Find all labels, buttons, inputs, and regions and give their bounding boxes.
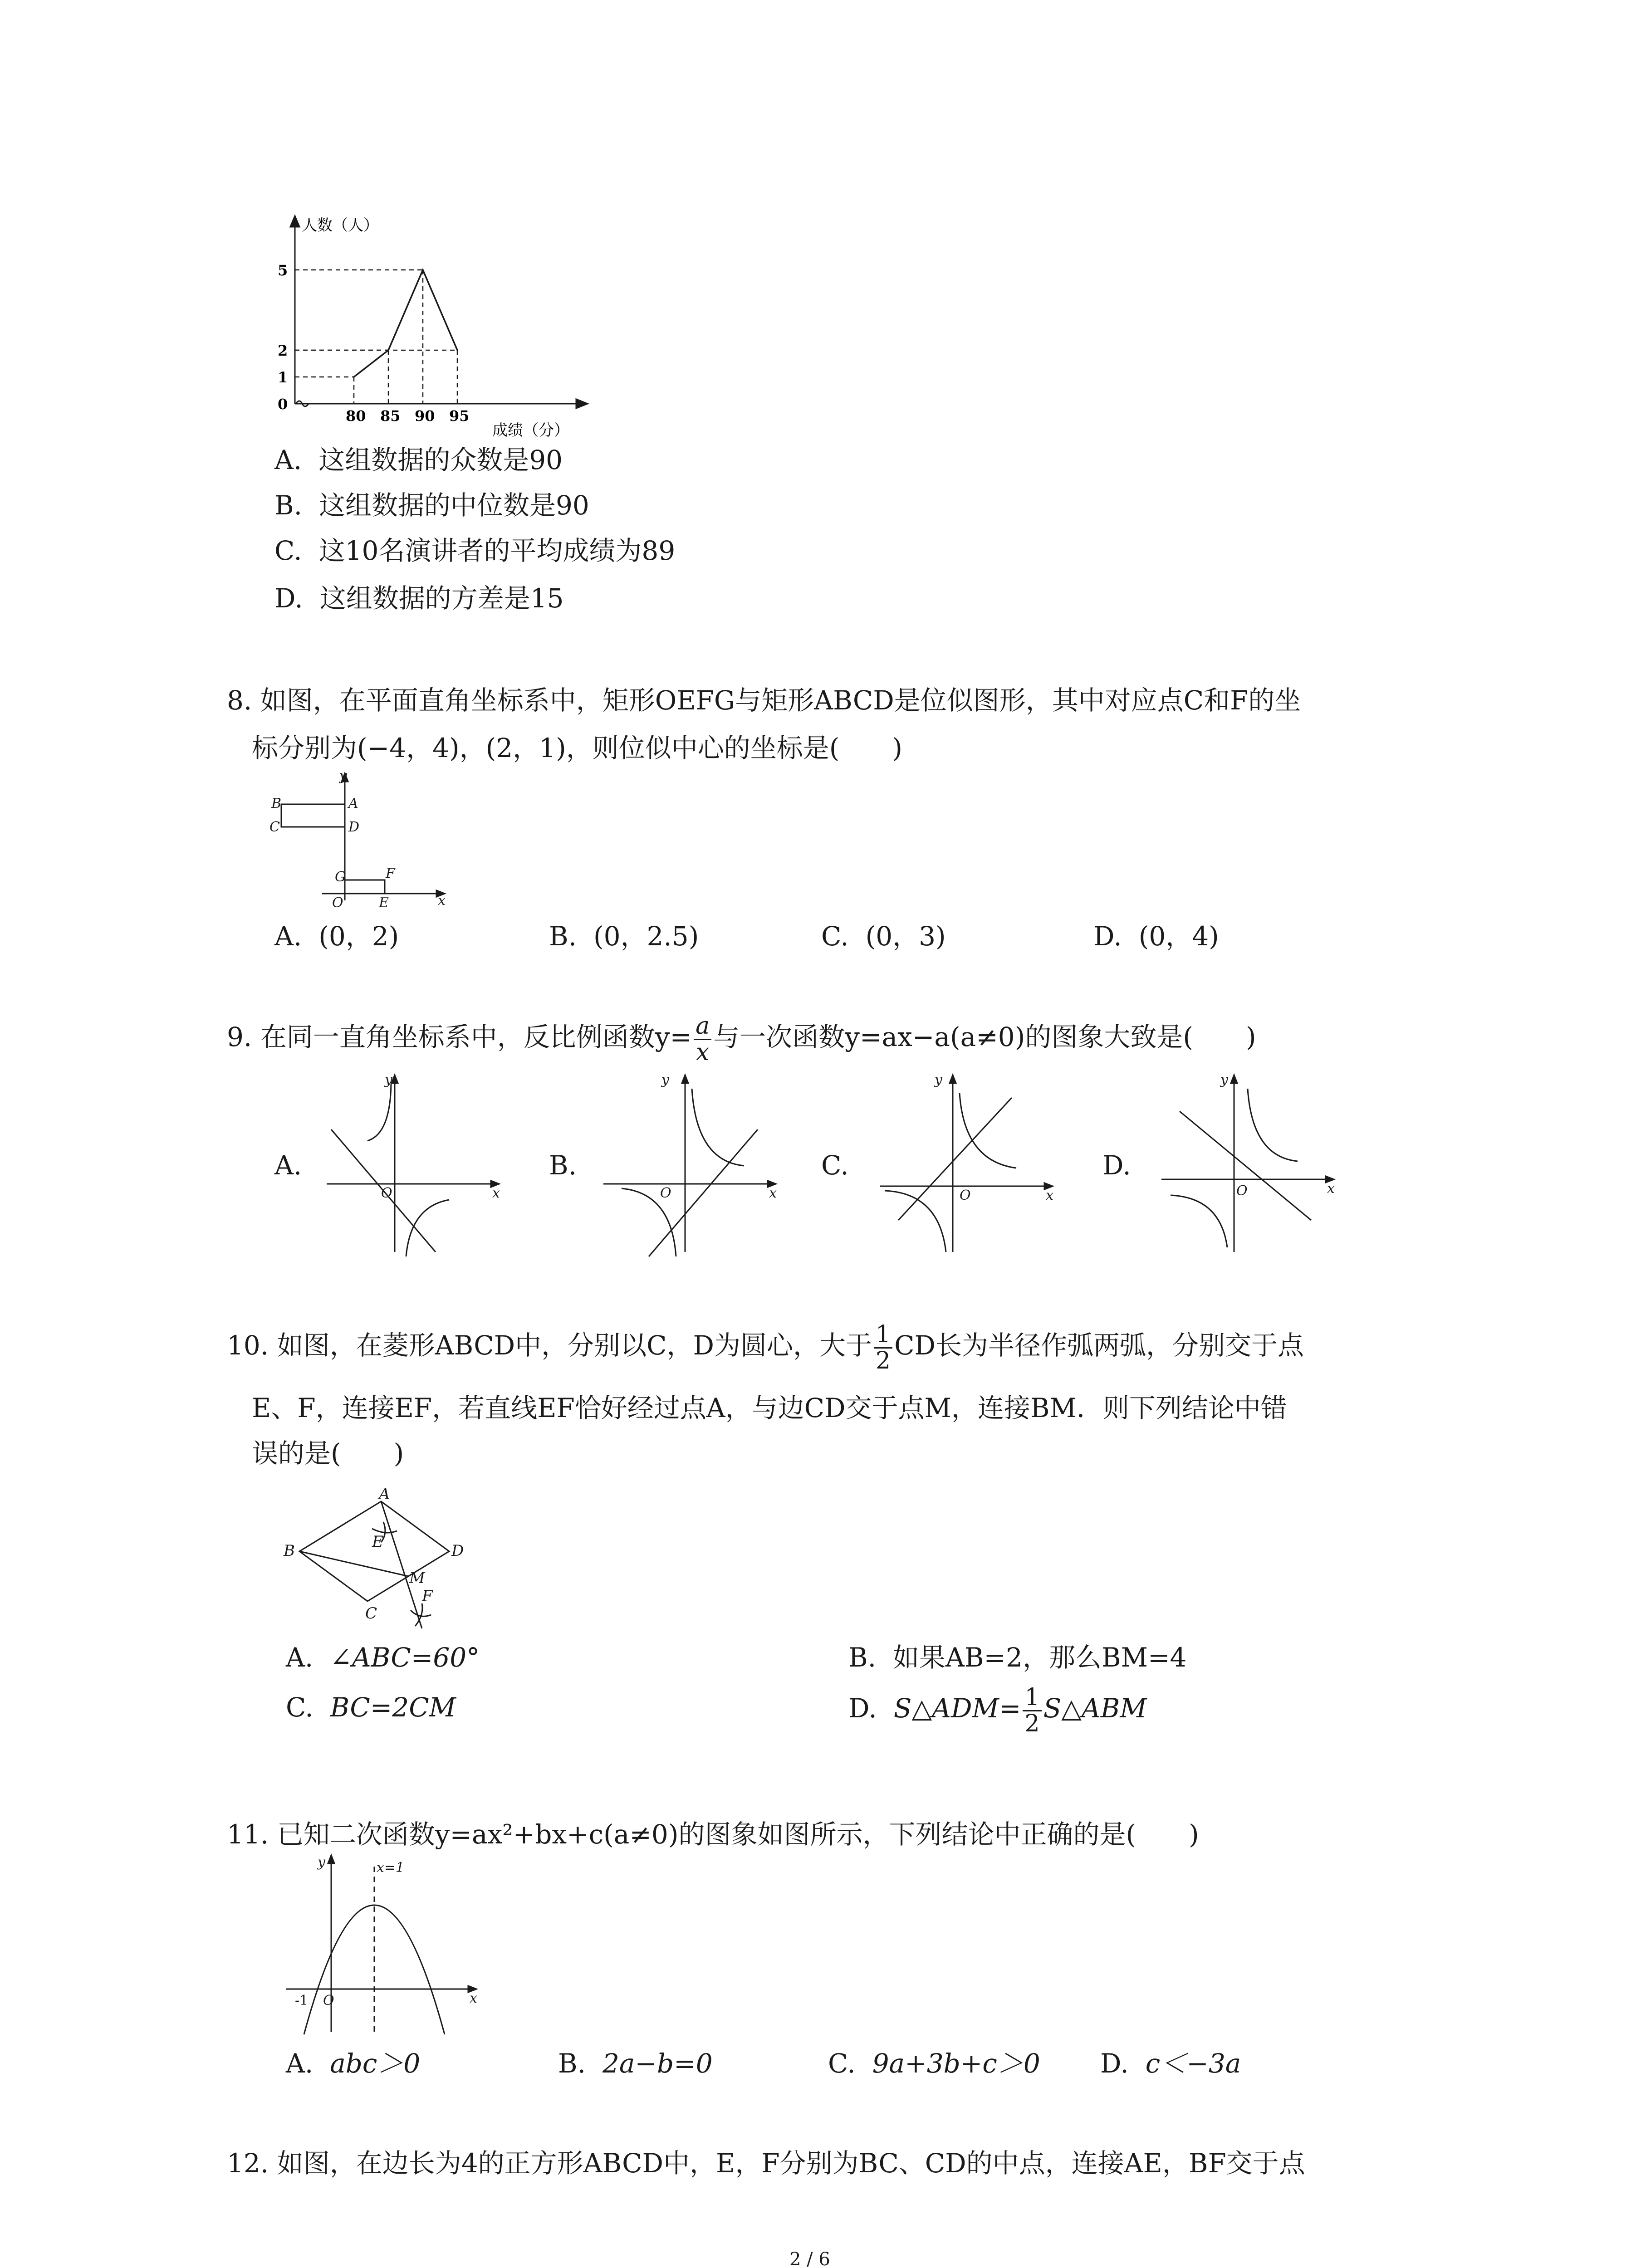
q10-option-b[interactable]: B. 如果AB=2，那么BM=4 [848,1642,1187,1673]
q7-guide-lines [295,270,457,404]
q8-option-a[interactable]: A. (0，2) [274,921,399,952]
q7-x-tick-label: 90 [415,407,435,425]
svg-text:x: x [470,1990,477,2006]
svg-text:x: x [492,1185,500,1201]
svg-text:y: y [385,1072,392,1088]
q10-fraction: $\frac{1}{2}$ [874,1322,892,1373]
svg-text:y: y [661,1072,669,1088]
svg-text:B: B [284,1542,295,1560]
q7-xlabel: 成绩（分） [492,421,569,440]
hyperbola-branch-1 [960,1093,1016,1168]
q8-figure [263,769,454,909]
q7-x-tick-label: 95 [449,407,470,425]
label-a: A [348,796,358,811]
q7-x-tick-label: 85 [380,407,401,425]
q10-figure [272,1474,508,1642]
q8-option-c[interactable]: C. (0，3) [821,921,946,952]
y-label: y [339,769,347,784]
q7-line-chart [245,209,599,440]
q11-option-c[interactable]: C. 9a+3b+c＞0 [828,2048,1040,2079]
line-ef [381,1501,422,1628]
q9-graph-d [1152,1070,1343,1261]
q10-option-d-fraction: $\frac{1}{2}$ [1023,1685,1041,1736]
label-g: G [335,869,346,885]
svg-text:y: y [1220,1072,1228,1088]
q7-ylabel: 人数（人） [302,216,379,235]
q9-option-b[interactable]: B. [549,1150,577,1181]
q10-stem-line2: E、F，连接EF，若直线EF恰好经过点A，与边CD交于点M，连接BM．则下列结论中错 [252,1393,1287,1423]
q7-y-tick-label: 5 [278,262,288,279]
svg-text:F: F [422,1587,433,1605]
rect-abcd [281,804,345,827]
svg-text:x: x [1046,1188,1053,1203]
label-o: O [332,895,343,909]
q9-stem: 9. 在同一直角坐标系中，反比例函数y= $\frac{a}{x}$ 与一次函数y=ax−a(a≠0)的图象大致是( ) [227,1012,1256,1066]
svg-text:D: D [451,1542,464,1560]
svg-text:E: E [372,1533,383,1551]
hyperbola-branch-2 [1171,1195,1227,1247]
label-b: B [271,796,282,811]
q11-option-a[interactable]: A. abc＞0 [286,2048,421,2079]
x-label: x [438,893,446,909]
label-c: C [269,819,280,835]
hyperbola-branch-1 [1248,1089,1298,1161]
q7-option-b[interactable]: B. 这组数据的中位数是90 [274,490,589,521]
svg-text:y: y [935,1072,942,1088]
q7-series-line [354,270,457,377]
q9-option-d[interactable]: D. [1102,1150,1131,1181]
q11-option-b[interactable]: B. 2a−b=0 [558,2048,713,2079]
q8-option-d[interactable]: D. (0，4) [1093,921,1219,952]
q8-option-b[interactable]: B. (0，2.5) [549,921,699,952]
q10-option-c[interactable]: C. BC=2CM [286,1692,456,1723]
q9-graph-c [871,1070,1062,1261]
svg-text:C: C [365,1604,377,1623]
svg-text:M: M [409,1569,425,1587]
q8-stem-line1: 8. 如图，在平面直角坐标系中，矩形OEFG与矩形ABCD是位似图形，其中对应点C和F的坐 [227,685,1301,716]
q10-stem-line3: 误的是( ) [252,1438,404,1469]
svg-text:x: x [1327,1181,1335,1197]
svg-text:x: x [769,1185,777,1201]
svg-text:A: A [379,1485,390,1503]
linear-line [898,1098,1012,1220]
q10-option-a[interactable]: A. ∠ABC=60° [286,1642,480,1673]
svg-text:O: O [323,1993,334,2009]
q9-fraction: $\frac{a}{x}$ [694,1014,711,1065]
q11-option-d[interactable]: D. c＜−3a [1100,2048,1241,2079]
q7-y-tick-label: 0 [278,396,288,413]
hyperbola-branch-1 [367,1084,391,1141]
q10-stem-line1: 10. 如图，在菱形ABCD中，分别以C，D为圆心，大于 $\frac{1}{2}$ CD长为半径作弧两弧，分别交于点 [227,1321,1304,1374]
q7-option-c[interactable]: C. 这10名演讲者的平均成绩为89 [274,535,676,566]
rhombus-abcd [299,1501,449,1601]
q7-y-tick-label: 2 [278,342,288,359]
q9-graph-a [318,1070,508,1261]
hyperbola-branch-2 [885,1191,946,1252]
svg-text:O: O [1236,1183,1248,1199]
q9-option-c[interactable]: C. [821,1150,849,1181]
q9-option-a[interactable]: A. [274,1150,302,1181]
q9-graph-b [594,1070,785,1261]
linear-line [1180,1111,1311,1220]
label-f: F [386,865,395,881]
svg-text:O: O [960,1188,971,1203]
svg-text:x=1: x=1 [377,1860,405,1876]
q8-stem-line2: 标分别为(−4，4)，(2，1)，则位似中心的坐标是( ) [252,733,902,763]
q10-option-d[interactable]: D. S△ADM= $\frac{1}{2}$ S△ABM [848,1684,1147,1737]
page-number: 2 / 6 [789,2249,830,2268]
y-axis-arrow [290,216,299,227]
svg-text:O: O [660,1185,671,1201]
svg-text:O: O [381,1185,392,1201]
q12-stem: 12. 如图，在边长为4的正方形ABCD中，E，F分别为BC、CD的中点，连接AE，BF交于点 [227,2148,1305,2179]
label-d: D [348,819,360,835]
q7-option-d[interactable]: D. 这组数据的方差是15 [274,583,564,614]
x-axis-arrow [576,399,588,408]
q7-x-tick-label: 80 [346,407,366,425]
rect-oefg [345,880,385,894]
q11-figure [281,1853,490,2039]
q7-y-tick-label: 1 [278,369,288,386]
svg-text:y: y [318,1854,325,1870]
label-e: E [379,895,389,909]
svg-text:-1: -1 [295,1993,309,2009]
q11-stem: 11. 已知二次函数y=ax²+bx+c(a≠0)的图象如图所示，下列结论中正确的是( ) [227,1819,1199,1850]
hyperbola-branch-2 [406,1200,449,1256]
q7-option-a[interactable]: A. 这组数据的众数是90 [274,445,563,475]
